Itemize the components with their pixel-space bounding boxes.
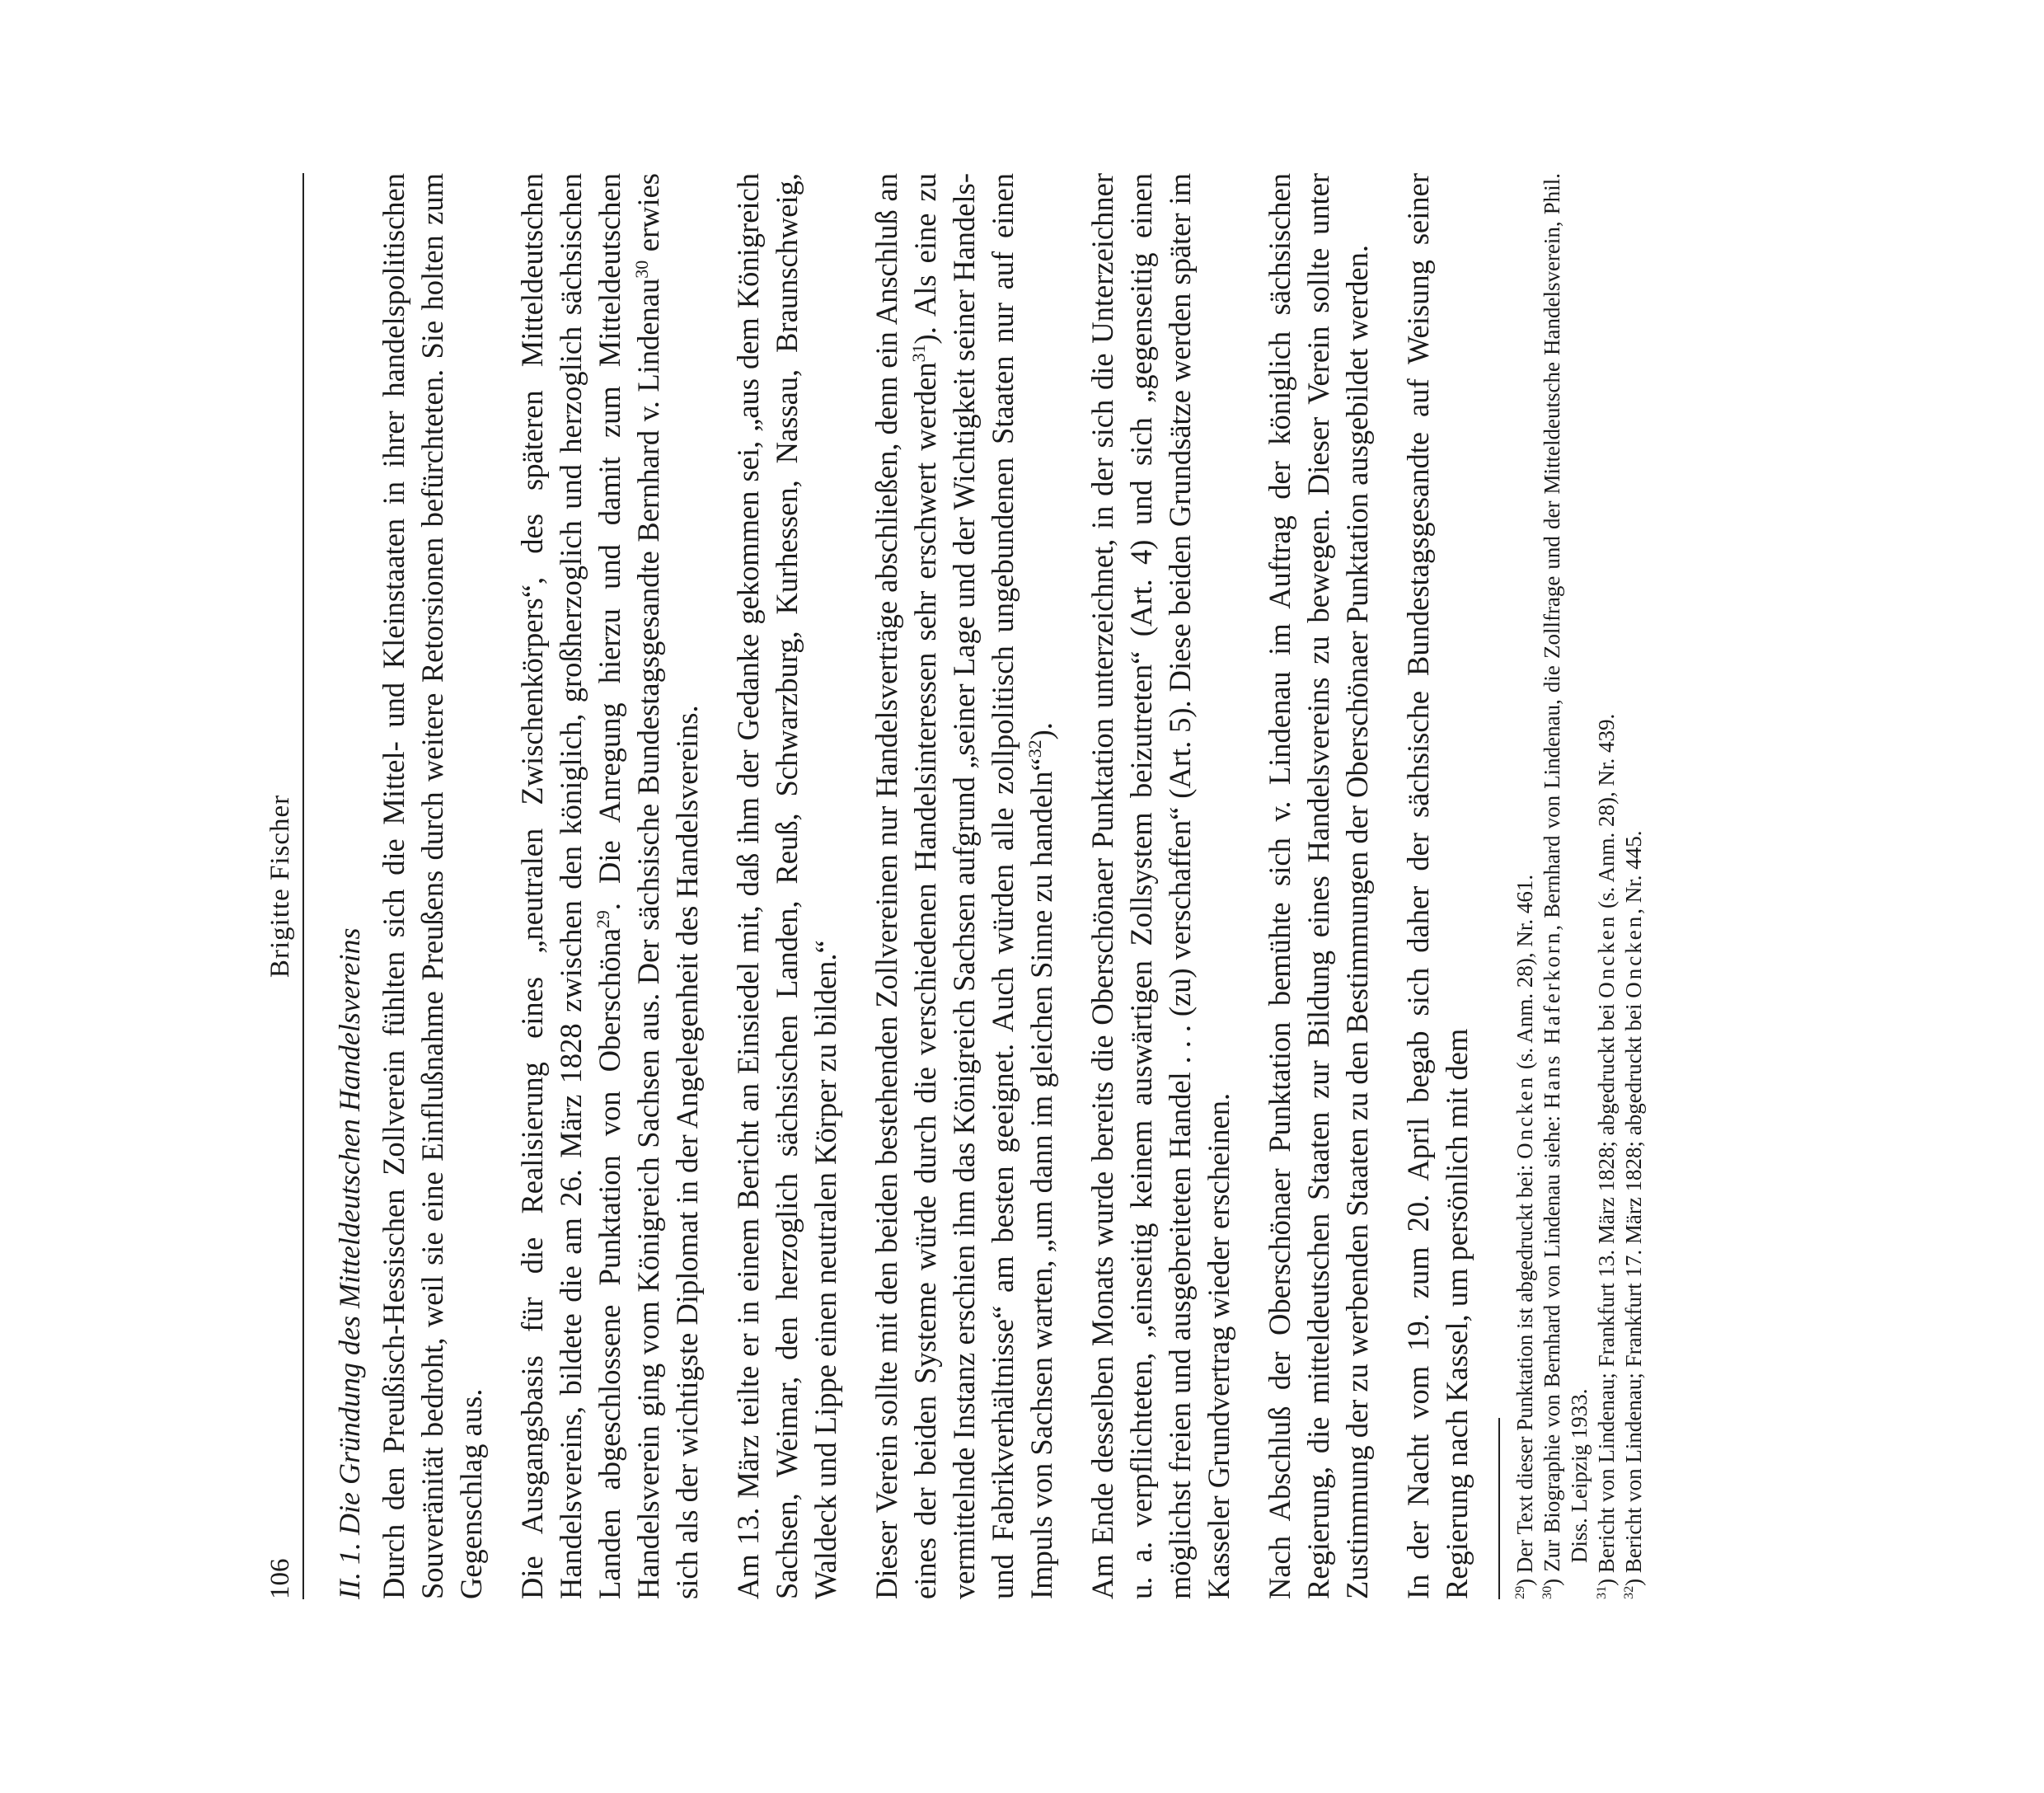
paragraph-text: In der Nacht vom 19. zum 20. April begab sich daher der sächsische Bundestagsgesandte auf Weisung seiner Regierung nach Kassel, um persönlich mit dem bbox=[1401, 173, 1474, 1599]
footnote-author-name: Hans Haferkorn bbox=[1540, 930, 1564, 1110]
footnote-ref[interactable]: 30 bbox=[631, 260, 652, 279]
footnote-number: 30 bbox=[1540, 1585, 1554, 1599]
footnote-text: (s. Anm. 28), Nr. 439. bbox=[1594, 713, 1619, 914]
footnote-ref[interactable]: 29 bbox=[592, 910, 613, 929]
footnote-author-name: Oncken bbox=[1512, 1074, 1537, 1159]
paragraph-1 bbox=[374, 173, 490, 1599]
paragraph-text: ). Als eine zu vermittelnde Instanz erschien ihm das Königreich Sachsen aufgrund „seiner Lage und der Wichtigkeit seiner Handels- und Fabrikverhältnisse“ am besten geeignet. Auch würden alle zollpolitisch ungebundenen Staaten nur auf einen Impuls von Sachsen warten, „um dann im gleichen Sinne zu handeln“ bbox=[908, 173, 1058, 1599]
footnote-32 bbox=[1620, 173, 1648, 1599]
footnote-text: ) Bericht von Lindenau; Frankfurt 17. März 1828; abgedruckt bei bbox=[1621, 997, 1646, 1586]
paragraph-text: ). bbox=[1024, 722, 1058, 740]
running-head bbox=[250, 173, 304, 1599]
footnote-text: , Nr. 445. bbox=[1621, 830, 1646, 914]
footnote-author-name: Oncken bbox=[1621, 913, 1646, 998]
paragraph-text: Die Ausgangsbasis für die Realisierung eines „neutralen Zwischenkörpers“, des späteren Mitteldeutschen Handelsvereins, bildete die am 26. März 1828 zwischen den königlich, großherzoglich und herzoglich sächsischen Landen abgeschlossene Punktation von Oberschöna bbox=[515, 173, 626, 1599]
page-text-block bbox=[250, 173, 1648, 1599]
paragraph-text: Durch den Preußisch-Hessischen Zollverein fühlten sich die Mittel- und Kleinstaaten in ihrer handelspolitischen Souveränität bedroht, weil sie eine Einflußnahme Preußens durch weitere Retorsionen befürchteten. Sie holten zum Gegenschlag aus. bbox=[377, 173, 488, 1599]
footnote-text: (s. Anm. 28), Nr. 461. bbox=[1512, 874, 1537, 1075]
footnote-29 bbox=[1512, 173, 1539, 1599]
paragraph-5 bbox=[1083, 173, 1238, 1599]
page-number: 106 bbox=[265, 1558, 295, 1599]
paragraph-text: Nach Abschluß der Oberschönaer Punktation bemühte sich v. Lindenau im Auftrag der königlich sächsischen Regierung, die mitteldeutschen Staaten zur Bildung eines Handelsvereins zu bewegen. Dieser Verein sollte unter Zustimmung der zu werbenden Staaten zu den Bestimmungen der Oberschönaer Punktation ausgebildet werden. bbox=[1263, 173, 1374, 1599]
paragraph-text: erwies sich als der wichtigste Diplomat in der Angelegenheit des Handelsvereins. bbox=[631, 172, 704, 1599]
paragraph-3 bbox=[729, 173, 845, 1599]
section-heading: II. 1. Die Gründung des Mitteldeutschen Handelsvereins bbox=[333, 927, 366, 1599]
footnote-number: 31 bbox=[1594, 1585, 1609, 1599]
footnote-text: ) Der Text dieser Punktation ist abgedruckt bei: bbox=[1512, 1158, 1537, 1586]
paragraph-4 bbox=[867, 173, 1061, 1599]
footnote-number: 32 bbox=[1621, 1585, 1636, 1599]
paragraph-text: Am 13. März teilte er in einem Bericht an Einsiedel mit, daß ihm der Gedanke gekommen sei, „aus dem Königreich Sachsen, Weimar, den herzoglich sächsischen Landen, Reuß, Schwarzburg, Kurhessen, Nassau, Braunschweig, Waldeck und Lippe einen neutralen Körper zu bilden.“ bbox=[731, 173, 842, 1599]
rotated-book-page bbox=[223, 172, 1937, 1793]
footnote-ref[interactable]: 31 bbox=[907, 344, 929, 363]
footnote-text: , Bernhard von Lindenau, die Zollfrage und der Mitteldeutsche Handelsverein, Phil. Diss. Leipzig 1933. bbox=[1540, 173, 1592, 1563]
paragraph-6 bbox=[1260, 173, 1376, 1599]
footnote-30 bbox=[1539, 173, 1593, 1599]
paragraph-2 bbox=[513, 173, 706, 1599]
footnote-31 bbox=[1593, 173, 1620, 1599]
footnote-ref[interactable]: 32 bbox=[1024, 739, 1045, 758]
footnote-text: ) Zur Biographie von Bernhard von Lindenau siehe: bbox=[1540, 1109, 1564, 1586]
footnote-text: ) Bericht von Lindenau; Frankfurt 13. März 1828; abgedruckt bei bbox=[1594, 997, 1619, 1586]
paragraph-text: Am Ende desselben Monats wurde bereits die Oberschönaer Punktation unterzeichnet, in der sich die Unterzeichner u. a. verpflichteten, „einseitig keinem auswärtigen Zollsystem beizutreten“ (Art. 4) und sich „gegenseitig einen möglichst freien und ausgebreiteten Handel . . . (zu) verschaffen“ (Art. 5). Diese beiden Grundsätze werden später im Kasseler Grundvertrag wieder erscheinen. bbox=[1085, 173, 1235, 1599]
paragraph-text: . Die Anregung hierzu und damit zum Mitteldeutschen Handelsverein ging vom Königreich Sachsen aus. Der sächsische Bundestagsgesandte Bernhard v. Lindenau bbox=[593, 173, 665, 1599]
footnote-separator bbox=[1498, 1418, 1500, 1599]
paragraph-text: Dieser Verein sollte mit den beiden bestehenden Zollvereinen nur Handelsverträge abschließen, denn ein Anschluß an eines der beiden Systeme würde durch die verschiedenen Handelsinteressen sehr erschwert werden bbox=[870, 173, 942, 1599]
footnote-author-name: Oncken bbox=[1594, 913, 1619, 998]
running-head-author: Brigitte Fischer bbox=[265, 794, 295, 979]
footnote-number: 29 bbox=[1512, 1585, 1527, 1599]
paragraph-7 bbox=[1399, 173, 1476, 1599]
